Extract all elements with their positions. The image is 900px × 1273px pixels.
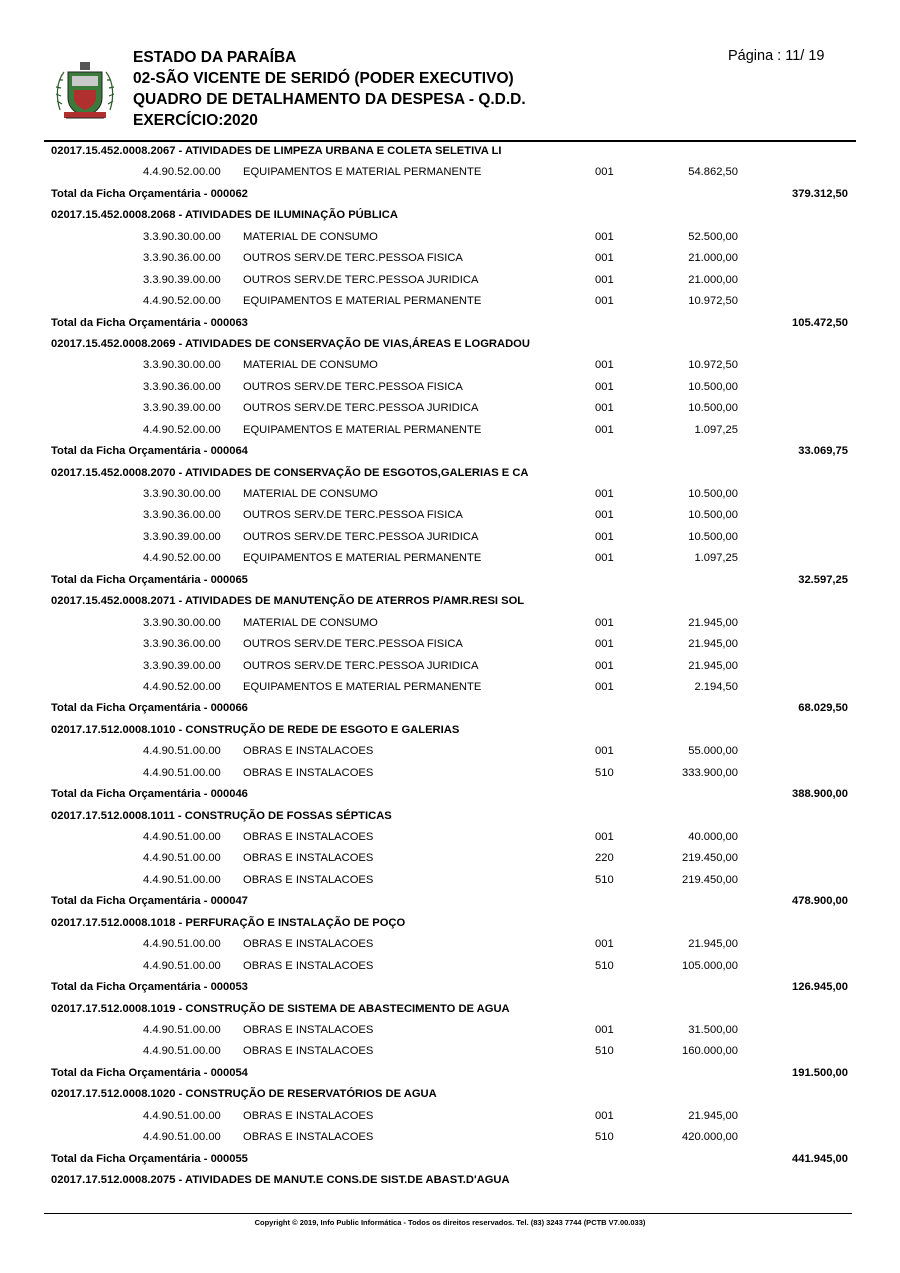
table-row [0,849,900,870]
expense-code: 3.3.90.36.00.00 [143,638,221,651]
expense-code: 4.4.90.52.00.00 [143,552,221,565]
expense-code: 3.3.90.30.00.00 [143,488,221,500]
total-row [0,699,900,720]
resource-source: 510 [595,1131,614,1144]
table-row [0,1042,900,1063]
item-value: 54.862,50 [688,166,738,179]
total-row [0,571,900,592]
total-row [0,892,900,913]
item-value: 105.000,00 [682,959,738,972]
expense-code: 4.4.90.51.00.00 [143,1109,221,1122]
table-row [0,935,900,956]
item-value: 40.000,00 [688,831,738,843]
table-row [0,742,900,763]
expense-description: EQUIPAMENTOS E MATERIAL PERMANENTE [243,295,482,308]
expense-description: OUTROS SERV.DE TERC.PESSOA JURIDICA [243,402,479,415]
section-header [0,142,900,163]
expense-description: OUTROS SERV.DE TERC.PESSOA JURIDICA [243,659,479,672]
table-row [0,871,900,892]
item-value: 55.000,00 [688,745,738,758]
resource-source: 001 [595,295,614,308]
table-row [0,1128,900,1149]
page-number: Página : 11/ 19 [728,48,825,64]
total-value: 191.500,00 [792,1066,848,1079]
total-value: 32.597,25 [798,573,848,586]
total-row [0,1064,900,1085]
total-value: 33.069,75 [798,445,848,458]
total-value: 379.312,50 [792,187,848,200]
resource-source: 510 [595,873,614,886]
expense-description: OUTROS SERV.DE TERC.PESSOA FISICA [243,252,463,265]
resource-source: 001 [595,273,614,286]
expense-code: 4.4.90.52.00.00 [143,166,221,179]
table-row [0,828,900,849]
expense-description: OBRAS E INSTALACOES [243,938,374,951]
item-value: 219.450,00 [682,873,738,886]
expense-description: OBRAS E INSTALACOES [243,959,374,972]
total-value: 441.945,00 [792,1152,848,1165]
section-header [0,464,900,485]
total-row [0,785,900,806]
section-title: 02017.15.452.0008.2069 - ATIVIDADES DE CONSERVAÇÃO DE VIAS,ÁREAS E LOGRADOU [51,337,530,350]
expense-description: EQUIPAMENTOS E MATERIAL PERMANENTE [243,166,482,179]
expense-description: EQUIPAMENTOS E MATERIAL PERMANENTE [243,423,482,436]
total-row [0,314,900,335]
resource-source: 001 [595,488,614,500]
section-header [0,721,900,742]
resource-source: 001 [595,938,614,951]
expense-description: MATERIAL DE CONSUMO [243,488,378,500]
table-row [0,163,900,184]
expense-code: 3.3.90.39.00.00 [143,402,221,415]
item-value: 420.000,00 [682,1131,738,1144]
expense-code: 4.4.90.51.00.00 [143,1131,221,1144]
resource-source: 001 [595,230,614,243]
item-value: 21.945,00 [688,616,738,629]
expense-code: 4.4.90.51.00.00 [143,959,221,972]
resource-source: 510 [595,959,614,972]
state-name: ESTADO DA PARAÍBA [133,49,297,66]
total-value: 126.945,00 [792,981,848,994]
item-value: 21.945,00 [688,659,738,672]
section-title: 02017.17.512.0008.1018 - PERFURAÇÃO E INSTALAÇÃO DE POÇO [51,916,406,929]
expense-description: OUTROS SERV.DE TERC.PESSOA JURIDICA [243,530,479,543]
expense-code: 4.4.90.51.00.00 [143,745,221,758]
resource-source: 001 [595,402,614,415]
total-value: 68.029,50 [798,702,848,715]
total-row [0,185,900,206]
resource-source: 001 [595,530,614,543]
expense-description: OBRAS E INSTALACOES [243,852,374,865]
expense-code: 3.3.90.30.00.00 [143,359,221,372]
table-row [0,957,900,978]
copyright-footer: Copyright © 2019, Info Public Informática - Todos os direitos reservados. Tel. (83) 3243 7744 (PCTB V7.00.033) [254,1218,646,1227]
total-label: Total da Ficha Orçamentária - 000062 [51,187,248,200]
resource-source: 001 [595,1023,614,1036]
table-row [0,485,900,506]
report-title: QUADRO DE DETALHAMENTO DA DESPESA - Q.D.D. [133,91,526,108]
fiscal-year: EXERCÍCIO:2020 [133,112,258,129]
expense-code: 4.4.90.52.00.00 [143,295,221,308]
expense-code: 4.4.90.51.00.00 [143,766,221,779]
resource-source: 001 [595,638,614,651]
table-row [0,657,900,678]
expense-description: MATERIAL DE CONSUMO [243,616,378,629]
item-value: 21.000,00 [688,273,738,286]
resource-source: 510 [595,766,614,779]
expense-code: 4.4.90.51.00.00 [143,938,221,951]
resource-source: 001 [595,423,614,436]
section-title: 02017.17.512.0008.1010 - CONSTRUÇÃO DE REDE DE ESGOTO E GALERIAS [51,723,460,736]
section-header [0,807,900,828]
footer-divider [44,1213,852,1214]
resource-source: 001 [595,359,614,372]
total-label: Total da Ficha Orçamentária - 000053 [51,981,248,994]
resource-source: 001 [595,252,614,265]
resource-source: 001 [595,659,614,672]
item-value: 10.972,50 [688,295,738,308]
resource-source: 220 [595,852,614,865]
section-header [0,1085,900,1106]
expense-description: MATERIAL DE CONSUMO [243,230,378,243]
section-header [0,206,900,227]
total-label: Total da Ficha Orçamentária - 000066 [51,702,248,715]
expense-description: OBRAS E INSTALACOES [243,831,374,843]
resource-source: 001 [595,380,614,393]
section-header [0,1000,900,1021]
expense-description: OUTROS SERV.DE TERC.PESSOA FISICA [243,380,463,393]
expense-code: 4.4.90.51.00.00 [143,1045,221,1058]
expense-description: OUTROS SERV.DE TERC.PESSOA FISICA [243,509,463,522]
table-row [0,292,900,313]
expense-description: OBRAS E INSTALACOES [243,1045,374,1058]
total-value: 105.472,50 [792,316,848,329]
expense-description: OUTROS SERV.DE TERC.PESSOA FISICA [243,638,463,651]
section-title: 02017.15.452.0008.2071 - ATIVIDADES DE MANUTENÇÃO DE ATERROS P/AMR.RESI SOL [51,595,525,608]
expense-code: 3.3.90.39.00.00 [143,530,221,543]
item-value: 2.194,50 [694,680,738,693]
section-title: 02017.15.452.0008.2067 - ATIVIDADES DE LIMPEZA URBANA E COLETA SELETIVA LI [51,145,502,157]
expense-code: 4.4.90.51.00.00 [143,852,221,865]
item-value: 219.450,00 [682,852,738,865]
table-row [0,228,900,249]
resource-source: 001 [595,552,614,565]
expense-description: MATERIAL DE CONSUMO [243,359,378,372]
expense-code: 3.3.90.36.00.00 [143,252,221,265]
total-row [0,442,900,463]
section-title: 02017.17.512.0008.1011 - CONSTRUÇÃO DE FOSSAS SÉPTICAS [51,809,392,822]
item-value: 160.000,00 [682,1045,738,1058]
expense-description: EQUIPAMENTOS E MATERIAL PERMANENTE [243,680,482,693]
table-row [0,549,900,570]
expense-description: OUTROS SERV.DE TERC.PESSOA JURIDICA [243,273,479,286]
item-value: 333.900,00 [682,766,738,779]
expense-code: 4.4.90.52.00.00 [143,680,221,693]
section-header [0,914,900,935]
resource-source: 001 [595,745,614,758]
table-row [0,528,900,549]
resource-source: 001 [595,166,614,179]
total-value: 478.900,00 [792,895,848,908]
total-label: Total da Ficha Orçamentária - 000065 [51,573,248,586]
section-title: 02017.17.512.0008.1020 - CONSTRUÇÃO DE RESERVATÓRIOS DE AGUA [51,1088,437,1101]
expense-description: OBRAS E INSTALACOES [243,1109,374,1122]
expense-code: 4.4.90.52.00.00 [143,423,221,436]
expense-code: 4.4.90.51.00.00 [143,1023,221,1036]
section-title: 02017.15.452.0008.2070 - ATIVIDADES DE CONSERVAÇÃO DE ESGOTOS,GALERIAS E CA [51,466,529,479]
item-value: 31.500,00 [688,1023,738,1036]
expense-code: 3.3.90.30.00.00 [143,616,221,629]
item-value: 10.500,00 [688,530,738,543]
table-row [0,635,900,656]
item-value: 1.097,25 [694,423,738,436]
table-row [0,1021,900,1042]
total-row [0,978,900,999]
coat-of-arms-icon [54,60,116,122]
entity-name: 02-SÃO VICENTE DE SERIDÓ (PODER EXECUTIVO) [133,70,514,87]
expense-description: EQUIPAMENTOS E MATERIAL PERMANENTE [243,552,482,565]
expense-table [0,142,900,1192]
table-row [0,764,900,785]
total-row [0,1150,900,1171]
resource-source: 001 [595,509,614,522]
total-label: Total da Ficha Orçamentária - 000047 [51,895,248,908]
item-value: 52.500,00 [688,230,738,243]
expense-code: 3.3.90.36.00.00 [143,509,221,522]
section-header [0,592,900,613]
table-row [0,421,900,442]
total-label: Total da Ficha Orçamentária - 000064 [51,445,248,458]
total-label: Total da Ficha Orçamentária - 000063 [51,316,248,329]
table-row [0,249,900,270]
expense-code: 3.3.90.36.00.00 [143,380,221,393]
section-header [0,1171,900,1192]
item-value: 21.945,00 [688,638,738,651]
expense-code: 3.3.90.39.00.00 [143,659,221,672]
item-value: 10.500,00 [688,402,738,415]
section-title: 02017.15.452.0008.2068 - ATIVIDADES DE ILUMINAÇÃO PÚBLICA [51,209,398,222]
expense-description: OBRAS E INSTALACOES [243,1023,374,1036]
table-row [0,378,900,399]
expense-code: 4.4.90.51.00.00 [143,831,221,843]
expense-description: OBRAS E INSTALACOES [243,745,374,758]
table-row [0,1107,900,1128]
item-value: 10.500,00 [688,488,738,500]
expense-description: OBRAS E INSTALACOES [243,873,374,886]
total-label: Total da Ficha Orçamentária - 000046 [51,788,248,801]
total-label: Total da Ficha Orçamentária - 000055 [51,1152,248,1165]
table-row [0,678,900,699]
expense-code: 3.3.90.39.00.00 [143,273,221,286]
item-value: 10.972,50 [688,359,738,372]
expense-description: OBRAS E INSTALACOES [243,766,374,779]
table-row [0,271,900,292]
resource-source: 510 [595,1045,614,1058]
table-row [0,356,900,377]
section-header [0,335,900,356]
table-row [0,614,900,635]
resource-source: 001 [595,680,614,693]
section-title: 02017.17.512.0008.1019 - CONSTRUÇÃO DE SISTEMA DE ABASTECIMENTO DE AGUA [51,1002,510,1015]
item-value: 1.097,25 [694,552,738,565]
resource-source: 001 [595,831,614,843]
item-value: 10.500,00 [688,380,738,393]
table-row [0,506,900,527]
total-label: Total da Ficha Orçamentária - 000054 [51,1066,248,1079]
item-value: 21.000,00 [688,252,738,265]
expense-code: 4.4.90.51.00.00 [143,873,221,886]
item-value: 10.500,00 [688,509,738,522]
item-value: 21.945,00 [688,1109,738,1122]
resource-source: 001 [595,1109,614,1122]
report-header [0,0,900,140]
total-value: 388.900,00 [792,788,848,801]
item-value: 21.945,00 [688,938,738,951]
expense-description: OBRAS E INSTALACOES [243,1131,374,1144]
section-title: 02017.17.512.0008.2075 - ATIVIDADES DE MANUT.E CONS.DE SIST.DE ABAST.D'AGUA [51,1174,510,1186]
expense-code: 3.3.90.30.00.00 [143,230,221,243]
resource-source: 001 [595,616,614,629]
table-row [0,399,900,420]
